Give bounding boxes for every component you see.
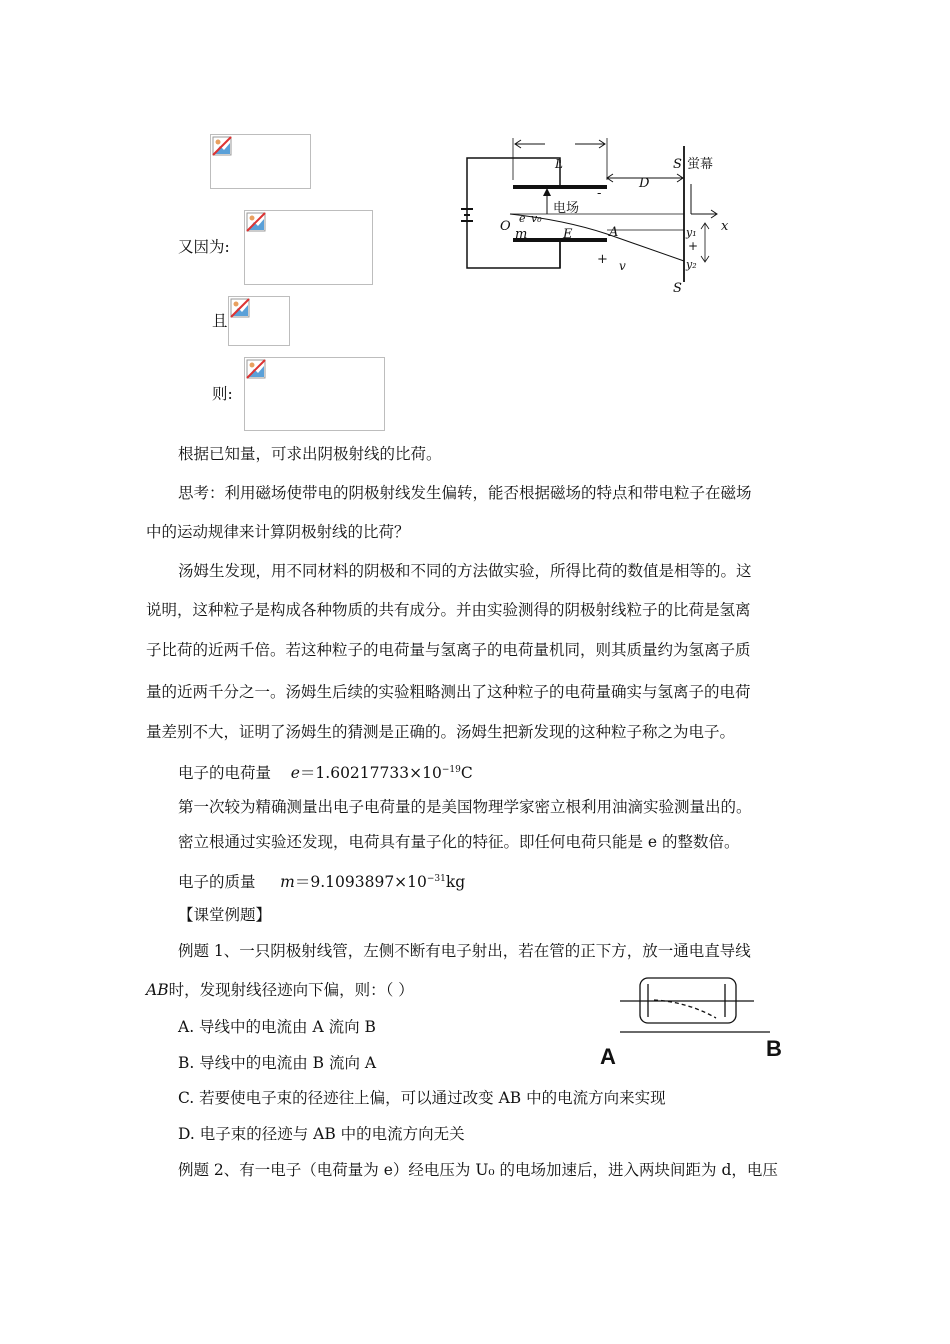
diagram-plus-screen: + — [688, 239, 699, 253]
mass-label: 电子的质量 — [178, 873, 256, 892]
diagram-screen-label: 蛍幕 — [687, 157, 714, 172]
deflection-diagram — [455, 130, 745, 300]
diagram-plus-bottom: + — [597, 252, 608, 267]
charge-exponent: −19 — [441, 765, 461, 775]
diagram-field-label: 电场 — [553, 201, 580, 216]
electron-charge-line — [178, 760, 473, 783]
broken-image-icon — [230, 298, 250, 318]
then-label: 则: — [212, 385, 233, 403]
paragraph-think-1: 思考：利用磁场使带电的阴极射线发生偏转，能否根据磁场的特点和带电粒子在磁场 — [178, 484, 752, 502]
paragraph-thomson-3: 子比荷的近两千倍。若这种粒子的电荷量与氢离子的电荷量机同，则其质量约为氢离子质 — [146, 641, 751, 659]
diagram-o-label: O — [500, 219, 511, 234]
option-a: A. 导线中的电流由 A 流向 B — [178, 1018, 376, 1036]
diagram-m-label: m — [515, 227, 528, 242]
diagram-l-label: L — [555, 157, 563, 171]
because-label: 又因为: — [178, 238, 230, 256]
broken-image-icon — [212, 136, 232, 156]
ab-symbol: AB — [146, 981, 169, 999]
paragraph-thomson-4: 量的近两千分之一。汤姆生后续的实验粗略测出了这种粒子的电荷量确实与氢离子的电荷 — [146, 683, 751, 701]
charge-label: 电子的电荷量 — [178, 764, 272, 783]
option-c: C. 若要使电子束的径迹往上偏，可以通过改变 AB 中的电流方向来实现 — [178, 1089, 666, 1107]
diagram-a-label: A — [609, 225, 619, 240]
formula-image-4 — [244, 357, 385, 431]
formula-image-3 — [228, 296, 290, 346]
tube-label-b: B — [766, 1036, 782, 1061]
diagram-x-label: x — [721, 219, 729, 234]
example-1-line-1: 例题 1、一只阴极射线管，左侧不断有电子射出，若在管的正下方，放一通电直导线 — [178, 942, 751, 960]
mass-unit: kg — [445, 873, 466, 892]
diagram-s-bottom: S — [673, 281, 682, 296]
example-1-question: 时，发现射线径迹向下偏，则：（ ） — [168, 981, 414, 999]
broken-image-icon — [246, 359, 266, 379]
diagram-efield-label: E — [563, 227, 573, 242]
broken-image-icon — [246, 212, 266, 232]
tube-label-a: A — [600, 1044, 616, 1069]
charge-unit: C — [460, 764, 473, 783]
paragraph-thomson-1: 汤姆生发现，用不同材料的阴极和不同的方法做实验，所得比荷的数值是相等的。这 — [178, 562, 752, 580]
electron-mass-line — [178, 869, 465, 892]
paragraph-millikan-1: 第一次较为精确测量出电子电荷量的是美国物理学家密立根利用油滴实验测量出的。 — [178, 798, 752, 816]
and-label: 且 — [212, 312, 228, 330]
example-1-line-2 — [146, 980, 414, 1000]
diagram-e-label: e — [519, 212, 526, 225]
diagram-y2-label: y₂ — [686, 258, 697, 271]
formula-image-2 — [244, 210, 373, 285]
diagram-y1-label: y₁ — [686, 226, 697, 239]
charge-value: ＝1.60217733×10 — [299, 764, 442, 783]
diagram-minus: - — [597, 186, 602, 201]
tube-diagram — [598, 970, 798, 1070]
mass-exponent: −31 — [426, 874, 446, 884]
diagram-v-label: v — [619, 259, 626, 273]
diagram-s-top: S — [673, 157, 682, 172]
option-b: B. 导线中的电流由 B 流向 A — [178, 1054, 377, 1072]
formula-image-1 — [210, 134, 311, 189]
charge-symbol: e — [290, 764, 300, 783]
paragraph-think-2: 中的运动规律来计算阴极射线的比荷？ — [146, 523, 410, 541]
section-heading: 【课堂例题】 — [178, 906, 272, 924]
option-d: D. 电子束的径迹与 AB 中的电流方向无关 — [178, 1125, 465, 1143]
diagram-d-label: D — [639, 176, 650, 191]
mass-symbol: m — [280, 873, 295, 892]
mass-value: ＝9.1093897×10 — [294, 873, 427, 892]
paragraph-thomson-2: 说明，这种粒子是构成各种物质的共有成分。并由实验测得的阴极射线粒子的比荷是氢离 — [146, 601, 751, 619]
paragraph-known: 根据已知量，可求出阴极射线的比荷。 — [178, 445, 442, 463]
paragraph-millikan-2: 密立根通过实验还发现，电荷具有量子化的特征。即任何电荷只能是 e 的整数倍。 — [178, 833, 740, 851]
paragraph-thomson-5: 量差别不大，证明了汤姆生的猜测是正确的。汤姆生把新发现的这种粒子称之为电子。 — [146, 723, 736, 741]
diagram-v0-label: v₀ — [531, 212, 542, 225]
example-2-line-1: 例题 2、有一电子（电荷量为 e）经电压为 U₀ 的电场加速后，进入两块间距为 d，电压 — [178, 1161, 778, 1179]
